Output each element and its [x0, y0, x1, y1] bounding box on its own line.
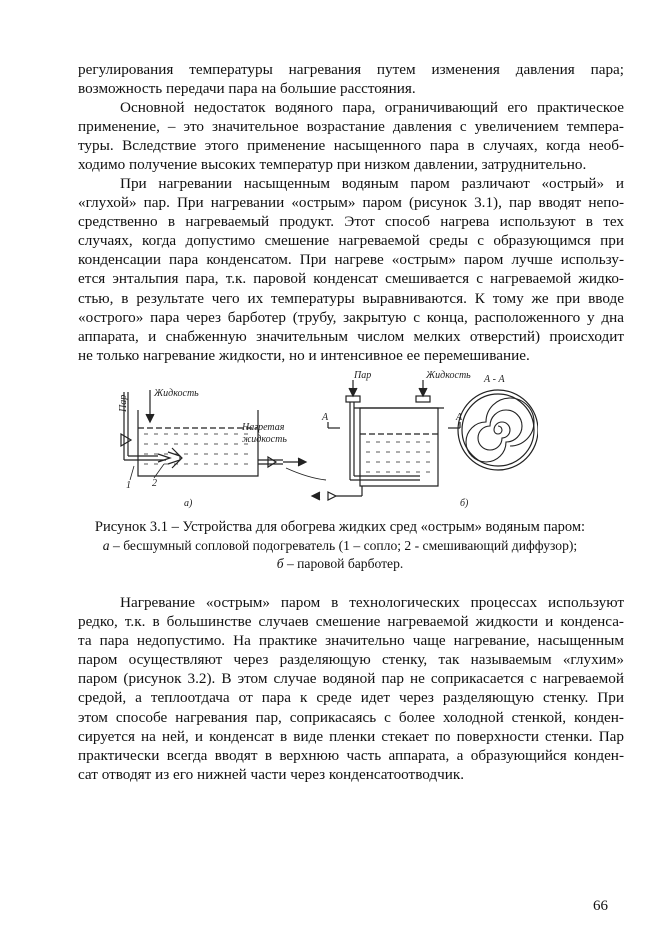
caption-line-3: [60, 555, 620, 574]
text-line: редко, т.к. в большинстве случаев смешение нагреваемой жидкости и конденса-: [78, 613, 624, 631]
label-heated-liquid-1: Нагретая: [242, 422, 285, 433]
text-line: «острого» пара через барботер (трубу, закрытую с конца, расположенного у дна: [78, 308, 624, 326]
text-line: практически всегда вводят в верхнюю часть аппарата, а образующийся конден-: [78, 746, 624, 764]
text-line: туры. Вследствие этого применение насыщенного пара в случаях, когда необ-: [78, 137, 624, 155]
text-line: ходимо получение высоких температур при низком давлении, затруднительно.: [78, 156, 587, 174]
text-line: Нагревание «острым» паром в технологических процессах используют: [120, 594, 624, 611]
text-line: паром (рисунок 3.2). В этом случае водяной пар не соприкасается с нагреваемой: [78, 670, 624, 688]
text-line: При нагревании насыщенным водяным паром различают «острый» и: [120, 175, 624, 192]
text-line: регулирования температуры нагревания путем изменения давления пара;: [78, 61, 624, 78]
label-steam-b: Пар: [354, 370, 372, 381]
label-liquid-a: Жидкость: [154, 388, 199, 399]
text-line: применение, – это значительное возрастание давления с увеличением темпера-: [78, 118, 624, 136]
text-line: ется энтальпия пара, т.к. паровой конденсат смешивается с нагреваемой жидко-: [78, 270, 624, 288]
text-line: не только нагревание жидкости, но и интенсивное ее перемешивание.: [78, 346, 530, 364]
label-steam-a: Пар: [118, 394, 129, 412]
paragraph-4: [78, 593, 624, 784]
text-line: паром осуществляют через разделяющую стенку, так называемым «глухим»: [78, 651, 624, 669]
paragraph-1: [78, 60, 624, 98]
caption-letter-a: а: [102, 537, 110, 553]
caption-text-a: – бесшумный сопловой подогреватель (1 – сопло; 2 - смешивающий диффузор);: [109, 537, 578, 553]
figure-steam-heating-devices: [108, 368, 538, 513]
text-line: Основной недостаток водяного пара, ограничивающий его практическое: [120, 99, 624, 116]
text-line: «глухой» пар. При нагревании «острым» паром (рисунок 3.1), пар вводят непо-: [78, 194, 624, 212]
text-line: этом способе нагревания пар, соприкасаясь с более холодной стенкой, конден-: [78, 708, 624, 726]
text-line: стью, в результате чего их температуры выравниваются. К тому же при вводе: [78, 289, 624, 307]
text-line: случаях, когда допустимо смешение нагреваемой среды с образующимся при: [78, 232, 624, 250]
page-number: 66: [593, 898, 608, 914]
text-line: возможность передачи пара на большие расстояния.: [78, 80, 416, 98]
label-section-right: А: [456, 412, 463, 423]
text-line: аппарата, и снабженную значительным числом мелких отверстий) происходит: [78, 327, 624, 345]
paragraph-3: [78, 174, 624, 365]
text-line: средой, а теплоотдача от пара к среде идет через разделяющую стенку. При: [78, 689, 624, 707]
label-sub-a: а): [184, 498, 193, 509]
label-section-left: А: [322, 412, 329, 423]
label-num-2: 2: [152, 478, 157, 489]
figure-caption: [60, 518, 620, 574]
label-sub-b: б): [460, 498, 469, 509]
caption-letter-b: б: [276, 556, 284, 571]
label-section-title: А - А: [484, 374, 505, 385]
text-line: та пара недопустимо. На практике значительно чаще нагревание, насыщенным: [78, 632, 624, 650]
label-heated-liquid-2: жидкость: [242, 434, 287, 445]
label-num-1: 1: [126, 480, 131, 491]
label-liquid-b: Жидкость: [426, 370, 471, 381]
caption-line-2: [60, 537, 620, 556]
text-line: конденсации пара конденсатом. При нагреве «острым» паром лучше использу-: [78, 251, 624, 269]
text-line: средственно в нагреваемый продукт. Этот способ нагрева используют в тех: [78, 213, 624, 231]
text-line: сат отводят из его нижней части через конденсатоотводчик.: [78, 765, 465, 783]
text-line: сируется на ней, и конденсат в виде пленки стекает по поверхности стенки. Пар: [78, 727, 624, 745]
paragraph-2: [78, 98, 624, 174]
caption-text-b: – паровой барботер.: [283, 556, 404, 571]
caption-line-1: Рисунок 3.1 – Устройства для обогрева жидких сред «острым» водяным паром:: [94, 519, 586, 535]
